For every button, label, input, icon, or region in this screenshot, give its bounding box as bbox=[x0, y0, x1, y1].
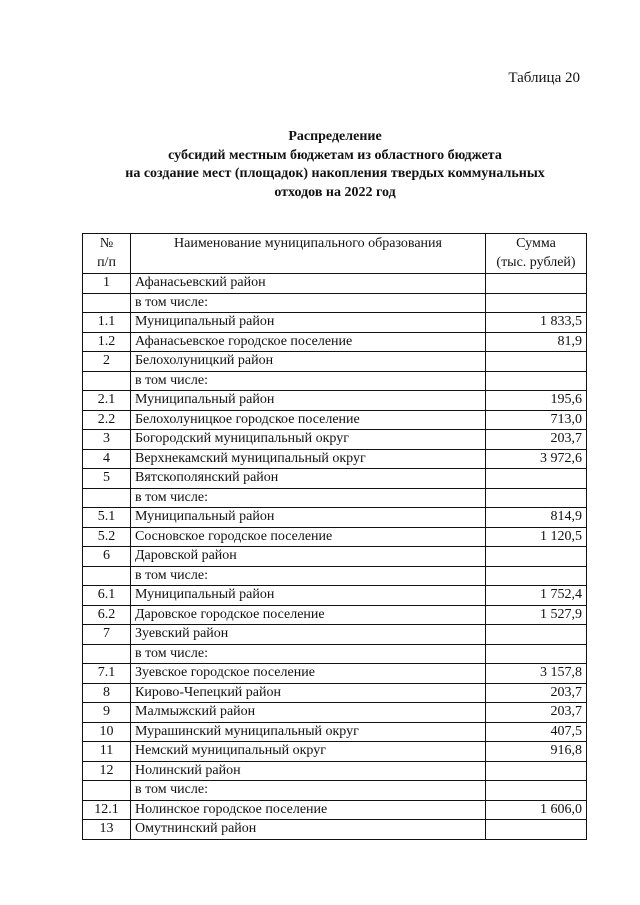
municipality-name-cell: Муниципальный район bbox=[131, 508, 486, 528]
municipality-name-cell: Муниципальный район bbox=[131, 391, 486, 411]
table-row bbox=[83, 547, 587, 567]
municipality-name-cell: в том числе: bbox=[131, 781, 486, 801]
row-number-cell: 6.1 bbox=[83, 586, 131, 606]
municipality-name-cell: Мурашинский муниципальный округ bbox=[131, 722, 486, 742]
table-row bbox=[83, 449, 587, 469]
table-row bbox=[83, 605, 587, 625]
municipality-name-cell: Муниципальный район bbox=[131, 313, 486, 333]
table-row bbox=[83, 781, 587, 801]
amount-cell bbox=[486, 820, 587, 840]
table-row bbox=[83, 371, 587, 391]
title-line-3: на создание мест (площадок) накопления твердых коммунальных bbox=[125, 166, 545, 181]
amount-cell: 407,5 bbox=[486, 722, 587, 742]
column-header-sum-line1: Сумма bbox=[516, 236, 556, 251]
table-row bbox=[83, 391, 587, 411]
row-number-cell bbox=[83, 293, 131, 313]
table-row bbox=[83, 352, 587, 372]
table-row bbox=[83, 820, 587, 840]
row-number-cell: 2 bbox=[83, 352, 131, 372]
table-row bbox=[83, 508, 587, 528]
municipality-name-cell: в том числе: bbox=[131, 293, 486, 313]
amount-cell: 1 606,0 bbox=[486, 800, 587, 820]
row-number-cell: 2.1 bbox=[83, 391, 131, 411]
amount-cell: 81,9 bbox=[486, 332, 587, 352]
table-row bbox=[83, 527, 587, 547]
municipality-name-cell: Вятскополянский район bbox=[131, 469, 486, 489]
table-row bbox=[83, 703, 587, 723]
municipality-name-cell: Афанасьевский район bbox=[131, 274, 486, 294]
table-row bbox=[83, 625, 587, 645]
title-line-4: отходов на 2022 год bbox=[274, 184, 396, 200]
amount-cell bbox=[486, 293, 587, 313]
amount-cell bbox=[486, 488, 587, 508]
row-number-cell: 1.1 bbox=[83, 313, 131, 333]
municipality-name-cell: в том числе: bbox=[131, 488, 486, 508]
amount-cell: 203,7 bbox=[486, 430, 587, 450]
table-row bbox=[83, 293, 587, 313]
municipality-name-cell: в том числе: bbox=[131, 371, 486, 391]
table-row bbox=[83, 566, 587, 586]
table-row bbox=[83, 761, 587, 781]
row-number-cell bbox=[83, 566, 131, 586]
row-number-cell bbox=[83, 371, 131, 391]
amount-cell: 195,6 bbox=[486, 391, 587, 411]
table-row bbox=[83, 586, 587, 606]
row-number-cell bbox=[83, 644, 131, 664]
municipality-name-cell: Нолинское городское поселение bbox=[131, 800, 486, 820]
table-row bbox=[83, 274, 587, 294]
table-row bbox=[83, 664, 587, 684]
municipality-name-cell: Сосновское городское поселение bbox=[131, 527, 486, 547]
amount-cell: 814,9 bbox=[486, 508, 587, 528]
column-header-sum bbox=[486, 234, 587, 274]
amount-cell bbox=[486, 644, 587, 664]
table-row bbox=[83, 722, 587, 742]
row-number-cell: 10 bbox=[83, 722, 131, 742]
table-number-label: Таблица 20 bbox=[508, 70, 580, 86]
municipality-name-cell: Омутнинский район bbox=[131, 820, 486, 840]
row-number-cell: 1 bbox=[83, 274, 131, 294]
municipality-name-cell: Белохолуницкое городское поселение bbox=[131, 410, 486, 430]
municipality-name-cell: Зуевский район bbox=[131, 625, 486, 645]
row-number-cell: 11 bbox=[83, 742, 131, 762]
row-number-cell: 7 bbox=[83, 625, 131, 645]
table-body bbox=[83, 274, 587, 840]
row-number-cell: 3 bbox=[83, 430, 131, 450]
table-row bbox=[83, 469, 587, 489]
table-row bbox=[83, 430, 587, 450]
amount-cell bbox=[486, 469, 587, 489]
row-number-cell: 13 bbox=[83, 820, 131, 840]
amount-cell bbox=[486, 781, 587, 801]
municipality-name-cell: в том числе: bbox=[131, 644, 486, 664]
table-row bbox=[83, 683, 587, 703]
row-number-cell: 6.2 bbox=[83, 605, 131, 625]
municipality-name-cell: Муниципальный район bbox=[131, 586, 486, 606]
municipality-name-cell: Верхнекамский муниципальный округ bbox=[131, 449, 486, 469]
amount-cell: 916,8 bbox=[486, 742, 587, 762]
row-number-cell: 7.1 bbox=[83, 664, 131, 684]
row-number-cell: 5.1 bbox=[83, 508, 131, 528]
amount-cell bbox=[486, 371, 587, 391]
amount-cell bbox=[486, 274, 587, 294]
row-number-cell: 5 bbox=[83, 469, 131, 489]
table-row bbox=[83, 332, 587, 352]
amount-cell bbox=[486, 625, 587, 645]
column-header-number-line2: п/п bbox=[97, 255, 116, 270]
table-row bbox=[83, 644, 587, 664]
amount-cell: 203,7 bbox=[486, 683, 587, 703]
amount-cell: 203,7 bbox=[486, 703, 587, 723]
amount-cell: 1 120,5 bbox=[486, 527, 587, 547]
column-header-sum-line2: (тыс. рублей) bbox=[496, 255, 576, 270]
municipality-name-cell: Нолинский район bbox=[131, 761, 486, 781]
municipality-name-cell: Афанасьевское городское поселение bbox=[131, 332, 486, 352]
table-row bbox=[83, 742, 587, 762]
row-number-cell: 4 bbox=[83, 449, 131, 469]
column-header-number-line1: № bbox=[99, 236, 114, 251]
municipality-name-cell: Зуевское городское поселение bbox=[131, 664, 486, 684]
row-number-cell: 12.1 bbox=[83, 800, 131, 820]
municipality-name-cell: Малмыжский район bbox=[131, 703, 486, 723]
municipality-name-cell: Даровской район bbox=[131, 547, 486, 567]
column-header-number bbox=[83, 234, 131, 274]
row-number-cell: 12 bbox=[83, 761, 131, 781]
row-number-cell: 5.2 bbox=[83, 527, 131, 547]
municipality-name-cell: в том числе: bbox=[131, 566, 486, 586]
amount-cell bbox=[486, 566, 587, 586]
amount-cell: 3 157,8 bbox=[486, 664, 587, 684]
table-row bbox=[83, 313, 587, 333]
amount-cell: 1 527,9 bbox=[486, 605, 587, 625]
row-number-cell: 1.2 bbox=[83, 332, 131, 352]
subsidy-table bbox=[82, 233, 587, 840]
row-number-cell: 9 bbox=[83, 703, 131, 723]
table-header-row bbox=[83, 234, 587, 274]
document-title bbox=[90, 128, 580, 202]
municipality-name-cell: Кирово-Чепецкий район bbox=[131, 683, 486, 703]
amount-cell: 713,0 bbox=[486, 410, 587, 430]
row-number-cell bbox=[83, 488, 131, 508]
amount-cell: 3 972,6 bbox=[486, 449, 587, 469]
table-row bbox=[83, 410, 587, 430]
row-number-cell bbox=[83, 781, 131, 801]
row-number-cell: 6 bbox=[83, 547, 131, 567]
column-header-name: Наименование муниципального образования bbox=[131, 234, 486, 274]
municipality-name-cell: Богородский муниципальный округ bbox=[131, 430, 486, 450]
table-row bbox=[83, 488, 587, 508]
municipality-name-cell: Белохолуницкий район bbox=[131, 352, 486, 372]
row-number-cell: 2.2 bbox=[83, 410, 131, 430]
municipality-name-cell: Немский муниципальный округ bbox=[131, 742, 486, 762]
title-line-1: Распределение bbox=[288, 129, 382, 144]
title-line-2: субсидий местным бюджетам из областного бюджета bbox=[168, 147, 502, 163]
amount-cell bbox=[486, 352, 587, 372]
amount-cell bbox=[486, 547, 587, 567]
amount-cell bbox=[486, 761, 587, 781]
amount-cell: 1 833,5 bbox=[486, 313, 587, 333]
row-number-cell: 8 bbox=[83, 683, 131, 703]
municipality-name-cell: Даровское городское поселение bbox=[131, 605, 486, 625]
amount-cell: 1 752,4 bbox=[486, 586, 587, 606]
table-row bbox=[83, 800, 587, 820]
